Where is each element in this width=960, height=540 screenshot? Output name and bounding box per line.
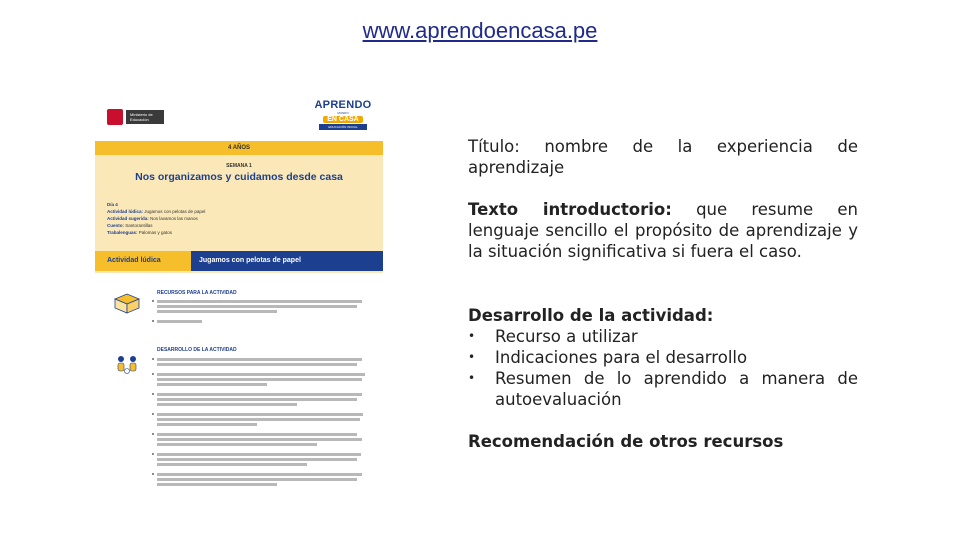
bullet-dot [152,413,154,415]
text-line [157,378,362,381]
box-icon [113,292,141,314]
text-line [157,438,362,441]
ministry-label: Ministerio de Educación [126,110,164,124]
title-text: : nombre de la experiencia de aprendizaje [468,137,858,177]
bullet-dot [152,300,154,302]
list-item: • Indicaciones para el desarrollo [468,348,748,367]
development-heading: DESARROLLO DE LA ACTIVIDAD [157,347,237,353]
bullet-dot [152,473,154,475]
bullet-dot [152,358,154,360]
thumbnail-header [95,95,383,137]
text-line [157,403,297,406]
text-line [157,363,357,366]
recommendation-text: Recomendación de otros recursos [468,432,784,451]
text-line [157,443,317,446]
text-line [157,383,267,386]
thumbnail-title-band [95,141,383,273]
logo-line-4: EDUCACIÓN INICIAL [319,124,367,130]
text-line [157,373,365,376]
meta-row: Cuento: Santorantillas [107,223,153,228]
text-line [157,310,277,313]
intro-label: Texto introductorio: [468,200,672,219]
logo-line-2: MUNDO [337,111,349,115]
list-item: • Recurso a utilizar [468,327,638,346]
meta-row: Actividad sugerida: Nos lavamos las manos [107,216,198,221]
document-thumbnail [95,95,383,490]
children-playing-icon [113,353,141,375]
bullet-dot [152,320,154,322]
ministry-logo [107,109,164,125]
text-line [157,483,277,486]
text-line [157,320,202,323]
text-line [157,458,357,461]
activity-bar [95,251,383,271]
text-line [157,418,360,421]
text-line [157,478,357,481]
title-description [468,136,858,178]
text-line [157,433,357,436]
bullet-dot [152,373,154,375]
thumbnail-title: Nos organizamos y cuidamos desde casa [135,171,343,183]
thumbnail-meta [107,201,287,236]
text-line [157,463,307,466]
text-line [157,300,362,303]
development-description [468,305,858,410]
bullet-dot [152,453,154,455]
list-item: • Resumen de lo aprendido a manera de autoevaluación [468,369,858,409]
text-line [157,413,363,416]
development-list [468,326,858,410]
text-line [157,398,357,401]
site-url[interactable]: www.aprendoencasa.pe [362,18,598,43]
grade-label: 4 AÑOS [95,141,383,155]
recommendation-description [468,431,858,452]
intro-text: que resume en lenguaje sencillo el propósito de aprendizaje y la situación significativa si fuera el caso. [468,200,858,261]
resources-heading: RECURSOS PARA LA ACTIVIDAD [157,290,237,296]
week-label: SEMANA 1 [226,163,252,169]
logo-line-3: EN CASA [323,116,363,123]
text-line [157,453,361,456]
bullet-dot [152,393,154,395]
aprendo-en-casa-logo [311,99,375,137]
text-line [157,305,357,308]
title-label: Título [468,137,515,156]
text-line [157,473,362,476]
meta-row: Trabalenguas: Palomas y gatos [107,230,173,235]
text-line [157,393,362,396]
meta-row: Actividad lúdica: Jugamos con pelotas de papel [107,209,206,214]
bullet-dot [152,433,154,435]
development-heading-text: Desarrollo de la actividad: [468,306,714,325]
peru-shield-icon [107,109,123,125]
text-line [157,423,257,426]
activity-bar-right: Jugamos con pelotas de papel [199,257,301,264]
logo-line-1: APRENDO [314,99,372,111]
intro-description [468,199,858,262]
meta-row: Día 4 [107,202,118,207]
text-line [157,358,362,361]
activity-bar-left: Actividad lúdica [95,251,191,271]
